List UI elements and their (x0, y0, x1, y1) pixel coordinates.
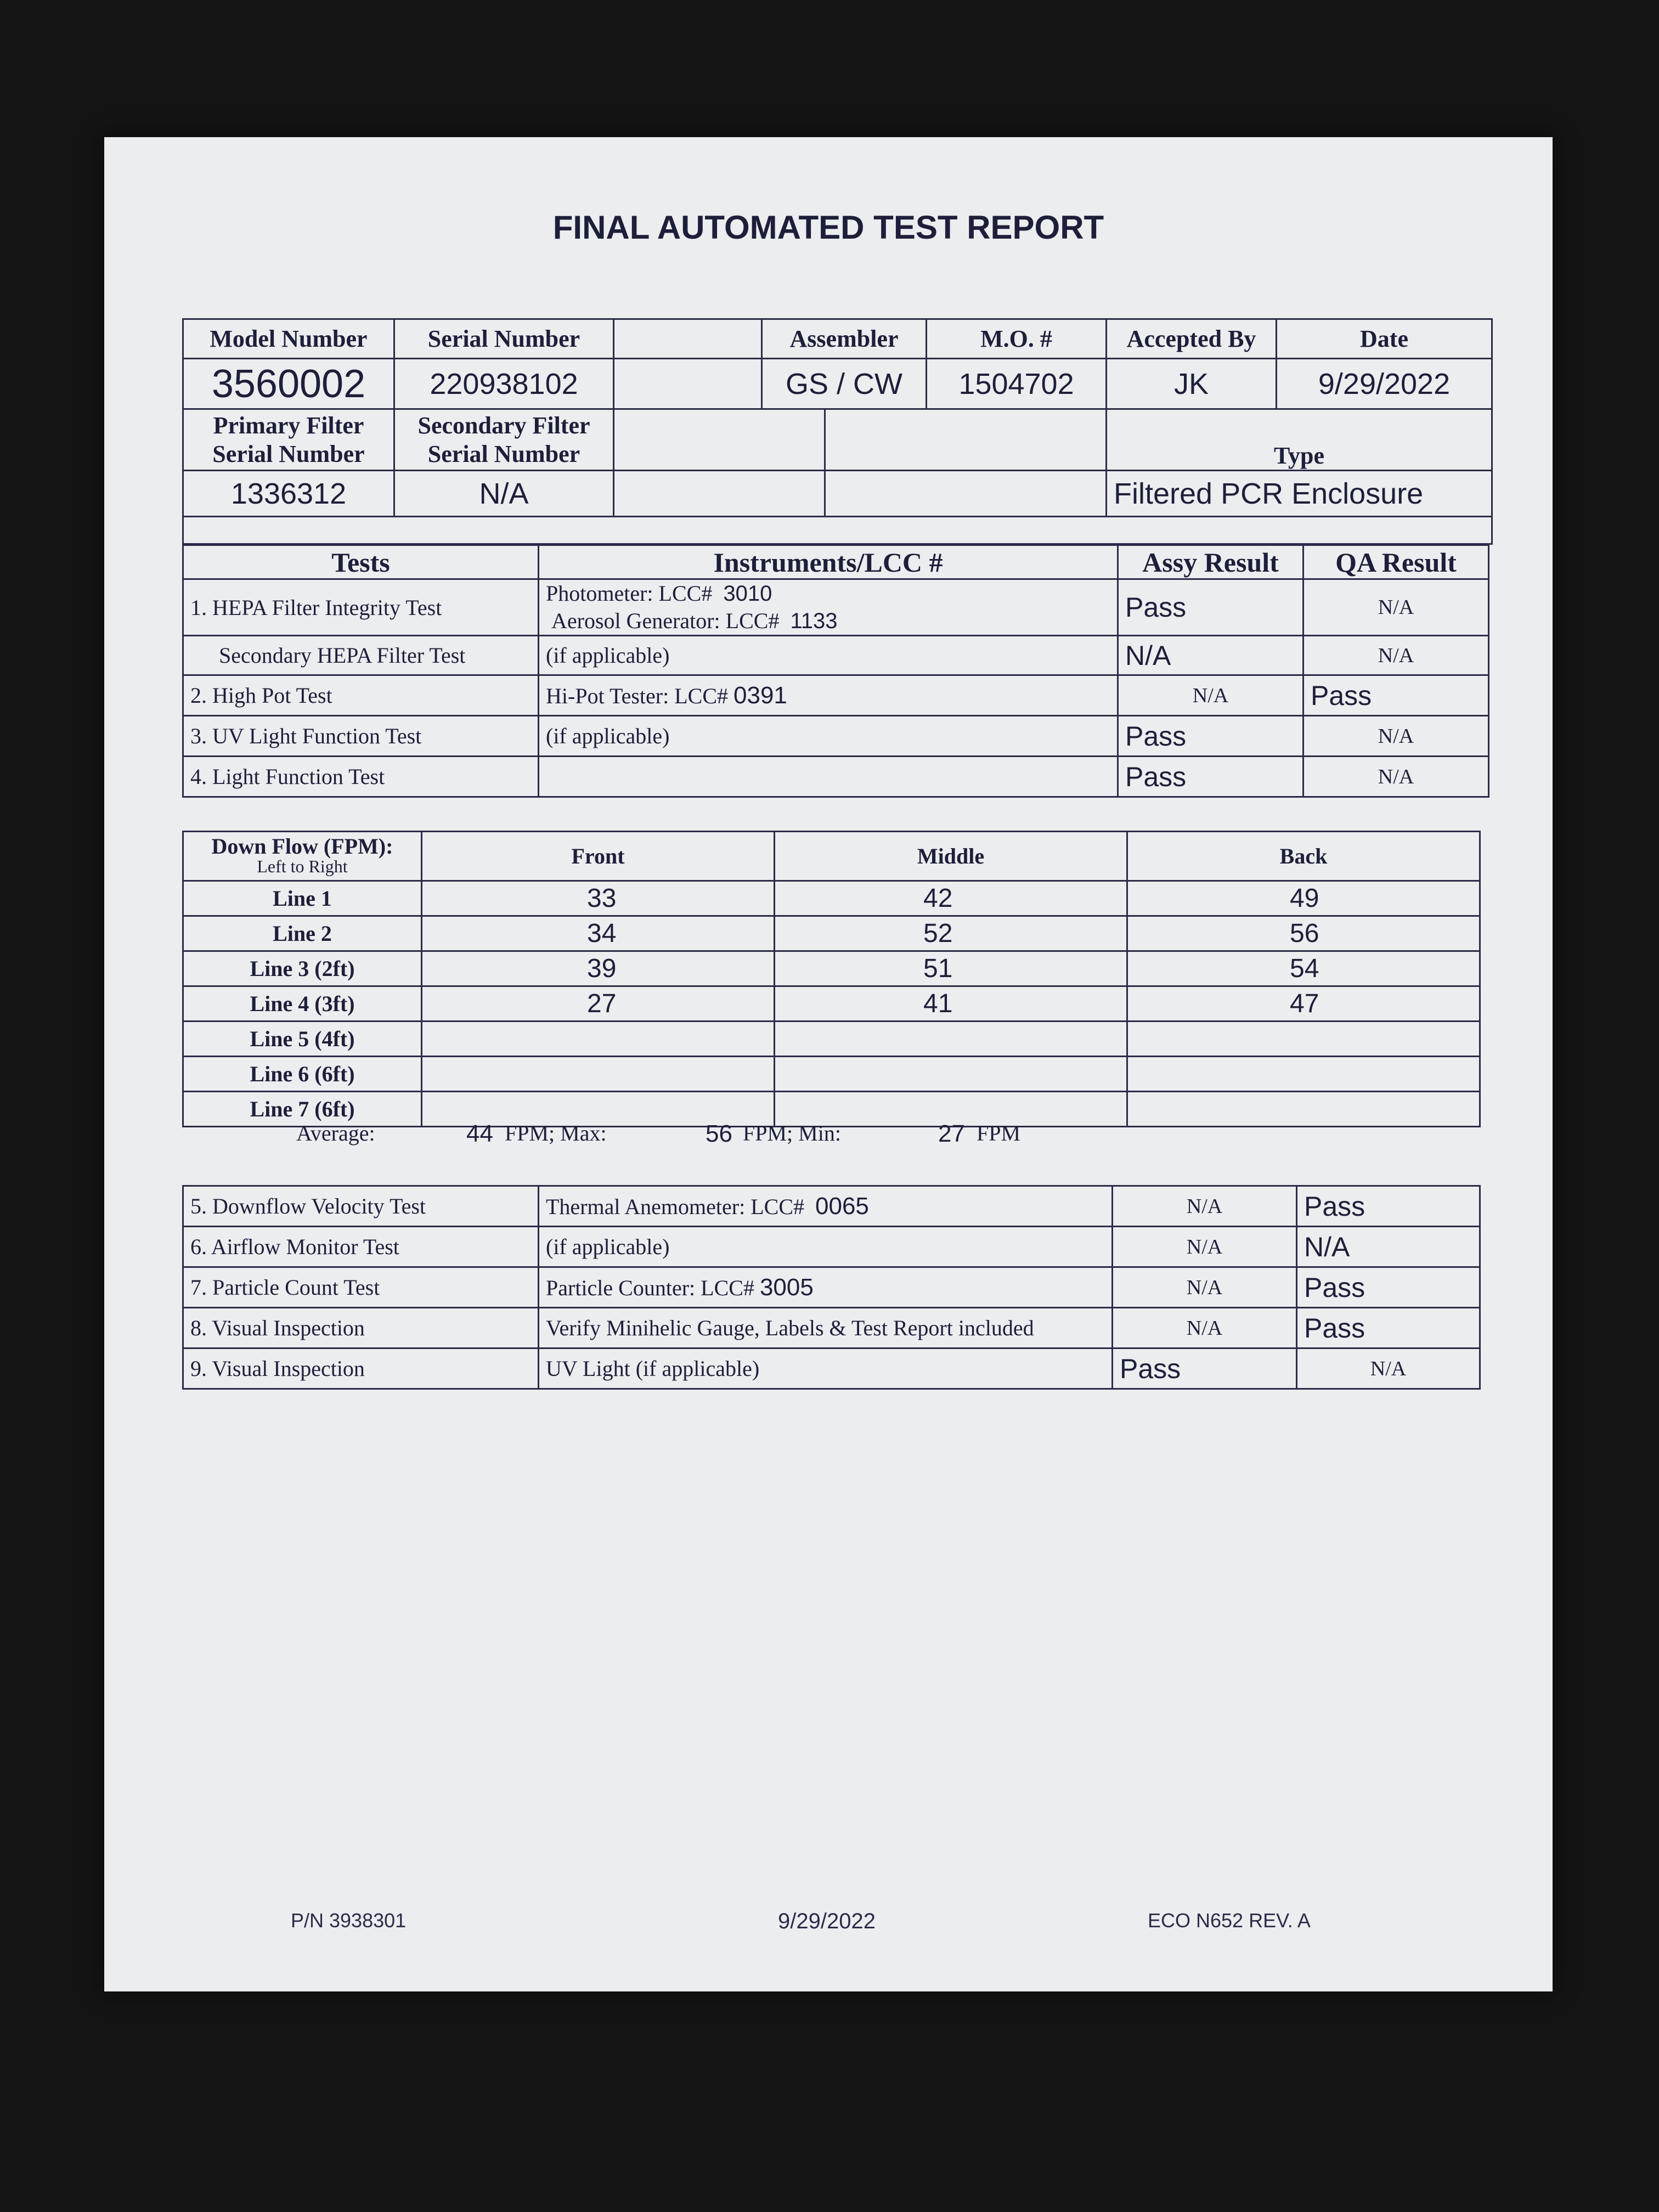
tests-table-2 (182, 1185, 1481, 1390)
test-name: 2. High Pot Test (183, 675, 539, 716)
assy-result: N/A (1118, 636, 1304, 675)
accepted-by-label: Accepted By (1107, 319, 1277, 359)
test-name: Secondary HEPA Filter Test (183, 636, 539, 675)
line-label: Line 6 (6ft) (183, 1057, 422, 1092)
test-name: 5. Downflow Velocity Test (183, 1186, 539, 1227)
downflow-header: Down Flow (FPM): Left to Right (183, 832, 422, 881)
front-value: 27 (422, 986, 775, 1022)
test-instrument: (if applicable) (539, 1227, 1113, 1267)
mo-label: M.O. # (927, 319, 1107, 359)
min-unit: FPM (977, 1121, 1021, 1146)
report-title: FINAL AUTOMATED TEST REPORT (552, 209, 1104, 246)
qa-result: N/A (1304, 636, 1489, 675)
front-value: 34 (422, 916, 775, 951)
middle-value: 51 (775, 951, 1127, 986)
serial-number-label: Serial Number (394, 319, 614, 359)
footer-eco: ECO N652 REV. A (1148, 1909, 1311, 1932)
test-name: 7. Particle Count Test (183, 1267, 539, 1308)
test-instrument: Hi-Pot Tester: LCC# 0391 (539, 675, 1118, 716)
model-number-value: 3560002 (183, 359, 394, 409)
qa-result: Pass (1297, 1186, 1480, 1227)
middle-value (775, 1057, 1127, 1092)
test-name: 8. Visual Inspection (183, 1308, 539, 1348)
front-value (422, 1022, 775, 1057)
column-header-back: Back (1127, 832, 1480, 881)
date-value: 9/29/2022 (1277, 359, 1492, 409)
test-instrument: Photometer: LCC# 3010 Aerosol Generator: LCC# 1133 (539, 579, 1118, 636)
test-name: 3. UV Light Function Test (183, 716, 539, 757)
line-label: Line 7 (6ft) (183, 1092, 422, 1127)
front-value (422, 1057, 775, 1092)
max-label: FPM; Max: (505, 1121, 607, 1146)
line-label: Line 1 (183, 881, 422, 916)
middle-value: 42 (775, 881, 1127, 916)
assy-result-header: Assy Result (1118, 545, 1304, 579)
min-value: 27 (938, 1120, 965, 1147)
back-value: 49 (1127, 881, 1480, 916)
qa-result: N/A (1297, 1227, 1480, 1267)
front-value: 33 (422, 881, 775, 916)
max-value: 56 (706, 1120, 732, 1147)
assembler-value: GS / CW (762, 359, 927, 409)
line-label: Line 5 (4ft) (183, 1022, 422, 1057)
type-value: Filtered PCR Enclosure (1107, 471, 1492, 517)
front-value: 39 (422, 951, 775, 986)
middle-value (775, 1022, 1127, 1057)
middle-value: 52 (775, 916, 1127, 951)
qa-result: N/A (1304, 757, 1489, 797)
test-instrument: Thermal Anemometer: LCC# 0065 (539, 1186, 1113, 1227)
header-table (182, 318, 1493, 545)
average-value: 44 (466, 1120, 493, 1147)
qa-result: N/A (1297, 1348, 1480, 1389)
test-instrument: (if applicable) (539, 716, 1118, 757)
serial-number-value: 220938102 (394, 359, 614, 409)
downflow-table (182, 831, 1481, 1127)
assy-result: N/A (1113, 1227, 1297, 1267)
mo-value: 1504702 (927, 359, 1107, 409)
assy-result: N/A (1113, 1308, 1297, 1348)
report-paper (104, 137, 1553, 1991)
test-instrument: Verify Minihelic Gauge, Labels & Test Report included (539, 1308, 1113, 1348)
tests-table (182, 544, 1489, 798)
secondary-filter-value: N/A (394, 471, 614, 517)
test-instrument: Particle Counter: LCC# 3005 (539, 1267, 1113, 1308)
column-header-middle: Middle (775, 832, 1127, 881)
primary-filter-value: 1336312 (183, 471, 394, 517)
assy-result: Pass (1118, 716, 1304, 757)
qa-result: Pass (1297, 1308, 1480, 1348)
assy-result: Pass (1118, 757, 1304, 797)
back-value: 56 (1127, 916, 1480, 951)
secondary-filter-label: Secondary Filter Serial Number (394, 409, 614, 471)
test-instrument: (if applicable) (539, 636, 1118, 675)
type-label: Type (1107, 409, 1492, 471)
line-label: Line 3 (2ft) (183, 951, 422, 986)
back-value (1127, 1022, 1480, 1057)
line-label: Line 4 (3ft) (183, 986, 422, 1022)
assy-result: Pass (1113, 1348, 1297, 1389)
test-name: 9. Visual Inspection (183, 1348, 539, 1389)
model-number-label: Model Number (183, 319, 394, 359)
test-instrument: UV Light (if applicable) (539, 1348, 1113, 1389)
assy-result: Pass (1118, 579, 1304, 636)
min-label: FPM; Min: (743, 1121, 841, 1146)
line-label: Line 2 (183, 916, 422, 951)
assembler-label: Assembler (762, 319, 927, 359)
downflow-summary (104, 1120, 1553, 1151)
assy-result: N/A (1113, 1267, 1297, 1308)
qa-result: Pass (1297, 1267, 1480, 1308)
assy-result: N/A (1118, 675, 1304, 716)
tests-header: Tests (183, 545, 539, 579)
back-value: 47 (1127, 986, 1480, 1022)
test-name: 4. Light Function Test (183, 757, 539, 797)
instruments-header: Instruments/LCC # (539, 545, 1118, 579)
date-label: Date (1277, 319, 1492, 359)
middle-value: 41 (775, 986, 1127, 1022)
average-label: Average: (296, 1121, 375, 1146)
qa-result: Pass (1304, 675, 1489, 716)
back-value (1127, 1057, 1480, 1092)
primary-filter-label: Primary Filter Serial Number (183, 409, 394, 471)
test-instrument (539, 757, 1118, 797)
qa-result-header: QA Result (1304, 545, 1489, 579)
qa-result: N/A (1304, 579, 1489, 636)
back-value: 54 (1127, 951, 1480, 986)
footer-date: 9/29/2022 (778, 1909, 876, 1933)
test-name: 6. Airflow Monitor Test (183, 1227, 539, 1267)
accepted-by-value: JK (1107, 359, 1277, 409)
test-name: 1. HEPA Filter Integrity Test (183, 579, 539, 636)
qa-result: N/A (1304, 716, 1489, 757)
footer-part-number: P/N 3938301 (291, 1909, 407, 1932)
assy-result: N/A (1113, 1186, 1297, 1227)
column-header-front: Front (422, 832, 775, 881)
